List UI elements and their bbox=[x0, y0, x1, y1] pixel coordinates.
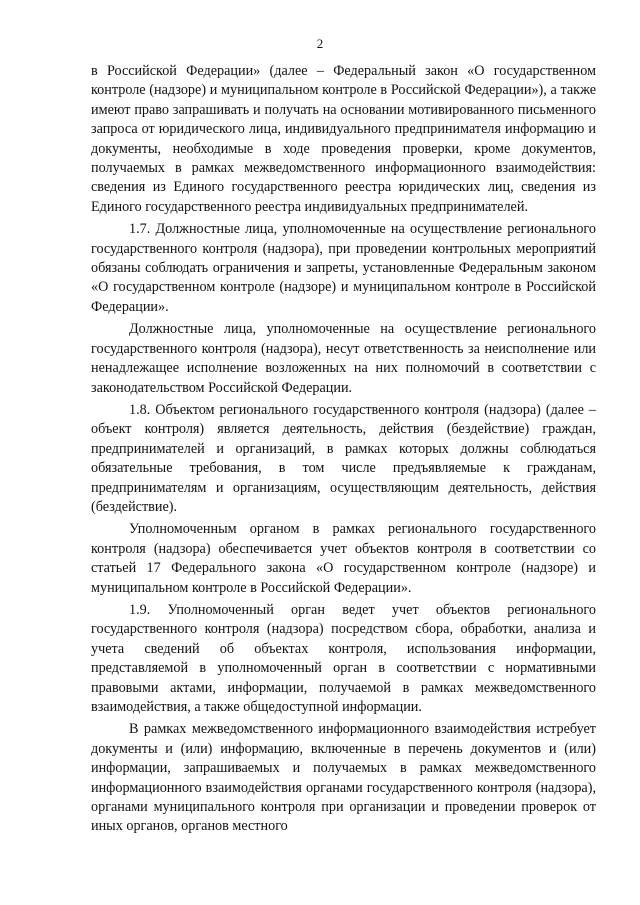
page-number: 2 bbox=[316, 36, 324, 51]
paragraph-officials-responsibility: Должностные лица, уполномоченные на осуществление регионального государственного контроля (надзора), несут ответственность за неисполнение или ненадлежащее исполнение возложенных на них полномочий в соответствии с законодательством Российской Федерации. bbox=[91, 321, 596, 396]
paragraph-objects-accounting: Уполномоченным органом в рамках регионального государственного контроля (надзора) обеспечивается учет объектов контроля в соответствии со статьей 17 Федерального закона «О государственном контроле (надзоре) и муниципальном контроле в Российской Федерации». bbox=[91, 521, 596, 596]
document-body bbox=[91, 62, 596, 837]
paragraph-interagency-interaction: В рамках межведомственного информационного взаимодействия истребует документы и (или) информацию, включенные в перечень документов и (или) информации, запрашиваемых и получаемых в рамках межведомственного информационного взаимодействия органами государственного контроля (надзора), органами муниципального контроля при организации и проведении проверок от иных органов, органов местного bbox=[91, 721, 596, 835]
paragraph-1-9: 1.9. Уполномоченный орган ведет учет объектов регионального государственного контроля (надзора) посредством сбора, обработки, анализа и учета сведений об объектах контроля, использования информации, представляемой в уполномоченный орган в соответствии с нормативными правовыми актами, информации, получаемой в рамках межведомственного взаимодействия, а также общедоступной информации. bbox=[91, 601, 596, 715]
paragraph-1-7: 1.7. Должностные лица, уполномоченные на осуществление регионального государственного контроля (надзора), при проведении контрольных мероприятий обязаны соблюдать ограничения и запреты, установленные Федеральным законом «О государственном контроле (надзоре) и муниципальном контроле в Российской Федерации». bbox=[91, 221, 596, 315]
paragraph-1-8: 1.8. Объектом регионального государственного контроля (надзора) (далее – объект контроля) является деятельность, действия (бездействие) граждан, предпринимателей и организаций, в рамках которых должны соблюдаться обязательные требования, в том числе предъявляемые к гражданам, предпринимателям и организациям, осуществляющим деятельность, действия (бездействие). bbox=[91, 401, 596, 515]
paragraph-continuation: в Российской Федерации» (далее – Федеральный закон «О государственном контроле (надзоре) и муниципальном контроле в Российской Федерации»), а также имеют право запрашивать и получать на основании мотивированного письменного запроса от юридического лица, индивидуального предпринимателя информацию и документы, необходимые в ходе проведения проверки, кроме документов, получаемых в рамках межведомственного информационного взаимодействия: сведения из Единого государственного реестра юридических лиц, сведения из Единого государственного реестра индивидуальных предпринимателей. bbox=[91, 63, 596, 215]
